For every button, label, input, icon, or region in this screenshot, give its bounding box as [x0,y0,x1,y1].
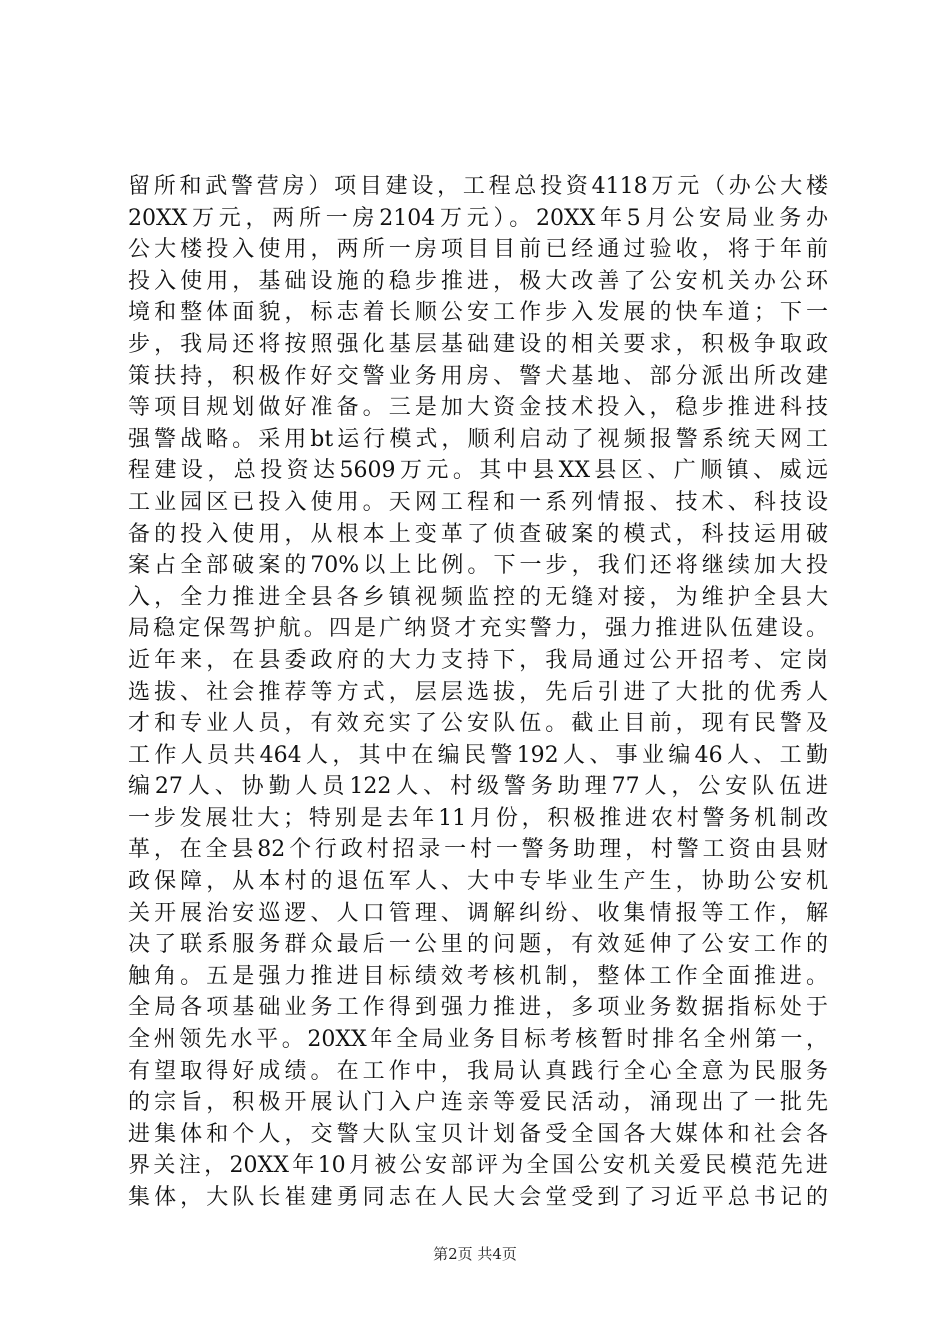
text-line: 革，在全县82个行政村招录一村一警务助理，村警工资由县财 [128,837,828,863]
text-line: 步，我局还将按照强化基层基础建设的相关要求，积极争取政 [128,331,828,357]
text-line: 公大楼投入使用，两所一房项目目前已经通过验收，将于年前 [128,237,828,263]
text-line: 全局各项基础业务工作得到强力推进，多项业务数据指标处于 [128,995,828,1021]
page-footer: 第2页 共4页 [433,1245,517,1263]
text-line: 集体，大队长崔建勇同志在人民大会堂受到了习近平总书记的 [128,1185,828,1210]
text-line: 关开展治安巡逻、人口管理、调解纠纷、收集情报等工作，解 [128,900,828,926]
text-line: 强警战略。采用bt运行模式，顺利启动了视频报警系统天网工 [128,426,828,452]
text-line: 有望取得好成绩。在工作中，我局认真践行全心全意为民服务 [128,1058,828,1084]
text-line: 策扶持，积极作好交警业务用房、警犬基地、部分派出所改建 [128,363,828,389]
text-line: 全州领先水平。20XX年全局业务目标考核暂时排名全州第一， [128,1027,828,1053]
text-line: 案占全部破案的70%以上比例。下一步，我们还将继续加大投 [128,553,828,579]
text-line: 才和专业人员，有效充实了公安队伍。截止目前，现有民警及 [128,711,828,737]
text-line: 备的投入使用，从根本上变革了侦查破案的模式，科技运用破 [128,521,828,547]
text-line: 20XX万元，两所一房2104万元）。20XX年5月公安局业务办 [128,205,828,231]
text-line: 触角。五是强力推进目标绩效考核机制，整体工作全面推进。 [128,963,828,989]
text-line: 编27人、协勤人员122人、村级警务助理77人，公安队伍进 [128,774,828,800]
text-line: 的宗旨，积极开展认门入户连亲等爱民活动，涌现出了一批先 [128,1090,828,1116]
body-text [128,171,828,1214]
text-line: 政保障，从本村的退伍军人、大中专毕业生产生，协助公安机 [128,869,828,895]
text-line: 选拔、社会推荐等方式，层层选拔，先后引进了大批的优秀人 [128,679,828,705]
text-line: 投入使用，基础设施的稳步推进，极大改善了公安机关办公环 [128,268,828,294]
text-line: 一步发展壮大；特别是去年11月份，积极推进农村警务机制改 [128,805,828,831]
text-line: 决了联系服务群众最后一公里的问题，有效延伸了公安工作的 [128,932,828,958]
text-line: 界关注，20XX年10月被公安部评为全国公安机关爱民模范先进 [128,1153,828,1179]
text-line: 局稳定保驾护航。四是广纳贤才充实警力，强力推进队伍建设。 [128,616,828,642]
text-line: 程建设，总投资达5609万元。其中县XX县区、广顺镇、威远 [128,458,828,484]
text-line: 境和整体面貌，标志着长顺公安工作步入发展的快车道；下一 [128,300,828,326]
text-line: 等项目规划做好准备。三是加大资金技术投入，稳步推进科技 [128,395,828,421]
text-line: 入，全力推进全县各乡镇视频监控的无缝对接，为维护全县大 [128,584,828,610]
text-line: 留所和武警营房）项目建设，工程总投资4118万元（办公大楼 [128,174,828,199]
text-line: 工业园区已投入使用。天网工程和一系列情报、技术、科技设 [128,489,828,515]
text-line: 进集体和个人，交警大队宝贝计划备受全国各大媒体和社会各 [128,1121,828,1147]
text-line: 近年来，在县委政府的大力支持下，我局通过公开招考、定岗 [128,647,828,673]
text-line: 工作人员共464人，其中在编民警192人、事业编46人、工勤 [128,742,828,768]
